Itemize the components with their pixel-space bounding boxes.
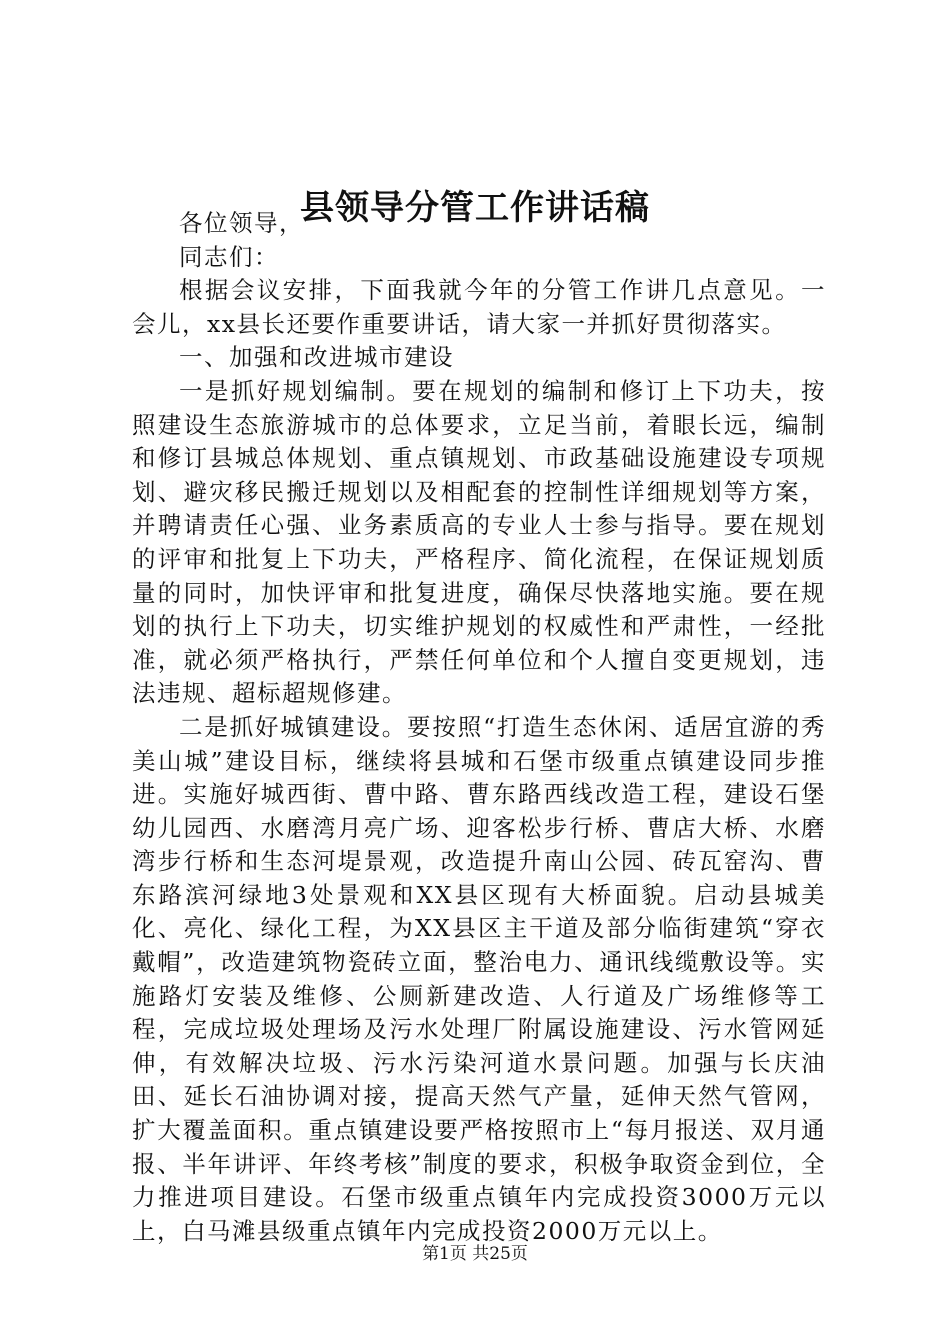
salutation-leaders: 各位领导， xyxy=(179,209,304,237)
section-heading-1: 一、加强和改进城市建设 xyxy=(179,343,454,372)
planning-paragraph: 一是抓好规划编制。要在规划的编制和修订上下功夫，按照建设生态旅游城市的总体要求，立足当前，着眼长远，编制和修订县城总体规划、重点镇规划、市政基础设施建设专项规划、避灾移民搬迁规划以及相配套的控制性详细规划等方案，并聘请责任心强、业务素质高的专业人士参与指导。要在规划的评审和批复上下功夫，严格程序、简化流程，在保证规划质量的同时，加快评审和批复进度，确保尽快落地实施。要在规划的执行上下功夫，切实维护规划的权威性和严肃性，一经批准，就必须严格执行，严禁任何单位和个人擅自变更规划，违法违规、超标超规修建。 xyxy=(132,376,826,708)
town-construction-paragraph: 二是抓好城镇建设。要按照“打造生态休闲、适居宜游的秀美山城”建设目标，继续将县城和石堡市级重点镇建设同步推进。实施好城西街、曹中路、曹东路西线改造工程，建设石堡幼儿园西、水磨湾月亮广场、迎客松步行桥、曹店大桥、水磨湾步行桥和生态河堤景观，改造提升南山公园、砖瓦窑沟、曹东路滨河绿地3处景观和XX县区现有大桥面貌。启动县城美化、亮化、绿化工程，为XX县区主干道及部分临街建筑“穿衣戴帽”，改造建筑物瓷砖立面，整治电力、通讯线缆敷设等。实施路灯安装及维修、公厕新建改造、人行道及广场维修等工程，完成垃圾处理场及污水处理厂附属设施建设、污水管网延伸，有效解决垃圾、污水污染河道水景问题。加强与长庆油田、延长石油协调对接，提高天然气产量，延伸天然气管网，扩大覆盖面积。重点镇建设要严格按照市上“每月报送、双月通报、半年讲评、年终考核”制度的要求，积极争取资金到位，全力推进项目建设。石堡市级重点镇年内完成投资3000万元以上，白马滩县级重点镇年内完成投资2000万元以上。 xyxy=(132,712,826,1245)
page-footer: 第1页 共25页 xyxy=(422,1244,528,1264)
intro-paragraph: 根据会议安排，下面我就今年的分管工作讲几点意见。一会儿，xx县长还要作重要讲话，请大家一并抓好贯彻落实。 xyxy=(132,276,826,338)
document-title: 县领导分管工作讲话稿 xyxy=(300,188,650,228)
document-body xyxy=(132,207,826,1248)
salutation-comrades: 同志们： xyxy=(179,242,279,271)
